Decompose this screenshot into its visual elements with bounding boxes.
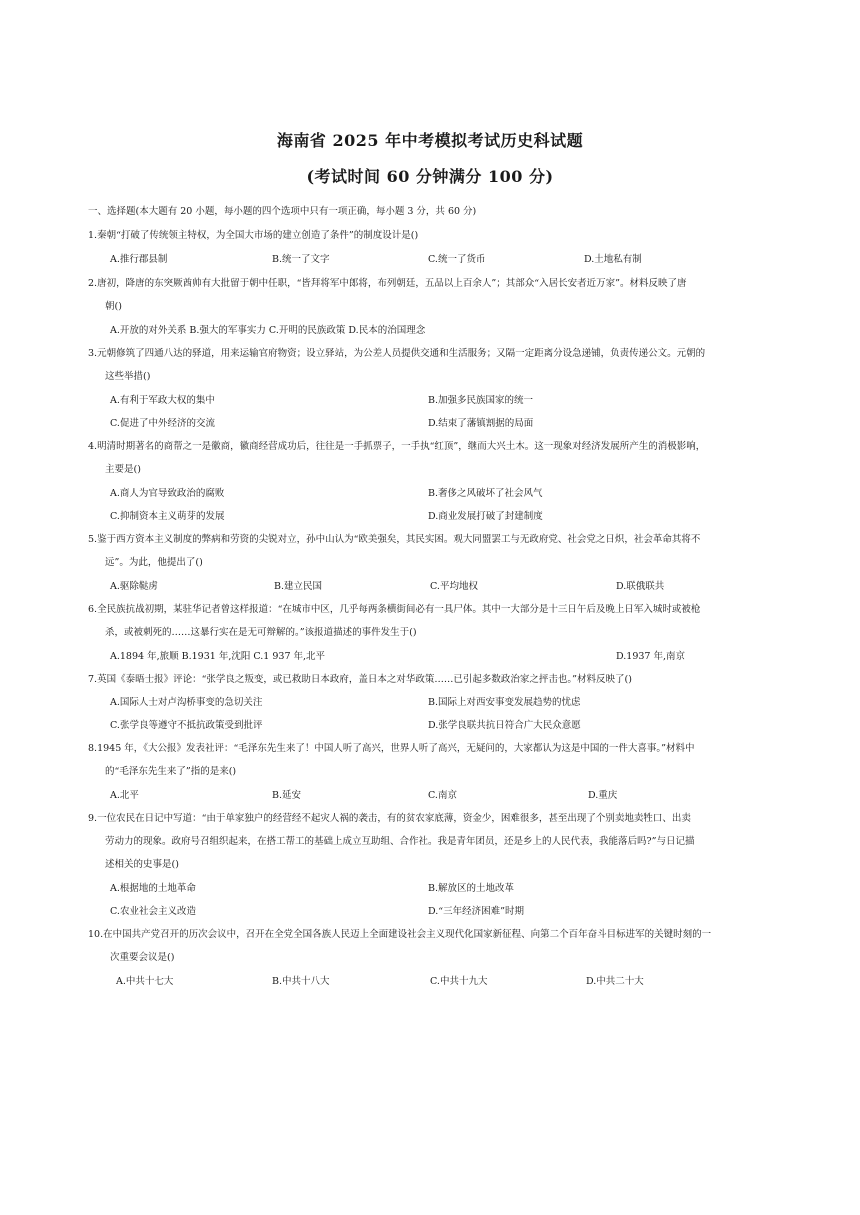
question-2-stem-line-1: 2.唐初，降唐的东突厥酋帅有大批留于朝中任职，“皆拜将军中郎将，布列朝廷，五品以上百余人”；其部众“入居长安者近万家”。材料反映了唐 (88, 278, 687, 289)
question-8-stem-line-2: 的“毛泽东先生来了”指的是来() (105, 766, 237, 777)
question-5-option-b: B.建立民国 (274, 581, 323, 592)
question-3-option-c: C.促进了中外经济的交流 (110, 418, 215, 429)
question-1-option-c: C.统一了货币 (428, 254, 486, 265)
question-9-option-b: B.解放区的土地改革 (428, 883, 515, 894)
question-8-option-a: A.北平 (110, 790, 139, 801)
question-10-option-c: C.中共十九大 (430, 976, 488, 987)
question-9-option-a: A.根据地的土地革命 (110, 883, 196, 894)
question-4-option-c: C.抑制资本主义萌芽的发展 (110, 511, 225, 522)
question-8-stem-line-1: 8.1945 年，《大公报》发表社评：“毛泽东先生来了！中国人听了高兴，世界人听了高兴，无疑问的，大家都认为这是中国的一件大喜事。”材料中 (88, 743, 695, 754)
question-1-option-d: D.土地私有制 (584, 254, 642, 265)
question-10-stem-line-2: 次重要会议是() (110, 952, 175, 963)
question-3-stem-line-2: 这些举措() (105, 371, 151, 382)
question-3-option-d: D.结束了藩镇割据的局面 (428, 418, 534, 429)
page-subtitle: (考试时间 60 分钟满分 100 分) (306, 167, 554, 186)
question-3-option-a: A.有利于军政大权的集中 (110, 395, 215, 406)
question-9-option-d: D.“三年经济困难”时期 (428, 906, 525, 917)
question-3-stem-line-1: 3.元朝修筑了四通八达的驿道，用来运输官府物资；设立驿站，为公差人员提供交通和生活服务；又隔一定距离分设急递铺，负责传递公文。元朝的 (88, 348, 706, 359)
question-5-stem-line-1: 5.鉴于西方资本主义制度的弊病和劳资的尖锐对立，孙中山认为“欧美强矣，其民实困。观大同盟罢工与无政府党、社会党之日炽，社会革命其将不 (88, 534, 701, 545)
question-5-option-c: C.平均地权 (430, 581, 478, 592)
question-8-option-d: D.重庆 (588, 790, 618, 801)
question-10-stem-line-1: 10.在中国共产党召开的历次会议中，召开在全党全国各族人民迈上全面建设社会主义现代化国家新征程、向第二个百年奋斗目标进军的关键时刻的一 (88, 929, 712, 940)
question-3-option-b: B.加强多民族国家的统一 (428, 395, 534, 406)
question-4-stem-line-1: 4.明清时期著名的商帮之一是徽商，徽商经营成功后，往往是一手抓票子，一手执“红顶”，继而大兴土木。这一现象对经济发展所产生的消极影响， (88, 441, 706, 452)
question-7-option-d: D.张学良联共抗日符合广大民众意愿 (428, 720, 581, 731)
question-10-option-d: D.中共二十大 (586, 976, 644, 987)
question-5-option-a: A.驱除鞑虏 (110, 581, 158, 592)
question-4-stem-line-2: 主要是() (105, 464, 141, 475)
page-title: 海南省 2025 年中考模拟考试历史科试题 (276, 131, 584, 150)
question-4-option-b: B.奢侈之风破坏了社会风气 (428, 488, 543, 499)
question-6-stem-line-1: 6.全民族抗战初期，某驻华记者曾这样报道：“在城市中区，几乎每两条横街间必有一具尸体。其中一大部分是十三日午后及晚上日军入城时或被枪 (88, 604, 701, 615)
question-6-options-abc: A.1894 年,旅顺 B.1931 年,沈阳 C.1 937 年,北平 (110, 651, 326, 662)
question-9-stem-line-3: 述相关的史事是() (105, 859, 179, 870)
section-header: 一、选择题(本大题有 20 小题，每小题的四个选项中只有一项正确，每小题 3 分，共 60 分) (88, 206, 477, 217)
question-9-stem-line-2: 劳动力的现象。政府号召组织起来，在搭工帮工的基础上成立互助组、合作社。我是青年团员，还是乡上的人民代表，我能落后吗?”与日记描 (105, 836, 695, 847)
question-2-stem-line-2: 朝() (105, 301, 122, 312)
question-6-stem-line-2: 杀，或被刺死的……这暴行实在是无可辩解的。”该报道描述的事件发生于() (105, 627, 417, 638)
question-8-option-b: B.延安 (272, 790, 302, 801)
question-10-option-b: B.中共十八大 (272, 976, 330, 987)
question-4-option-d: D.商业发展打破了封建制度 (428, 511, 543, 522)
question-7-option-b: B.国际上对西安事变发展趋势的忧虑 (428, 697, 581, 708)
question-9-stem-line-1: 9.一位农民在日记中写道：“由于单家独户的经营经不起灾人祸的袭击，有的贫农家底薄，资金少，困难很多，甚至出现了个别卖地卖牲口、出卖 (88, 813, 691, 824)
question-8-option-c: C.南京 (428, 790, 457, 801)
question-10-option-a: A.中共十七大 (116, 976, 174, 987)
question-1-option-a: A.推行郡县制 (110, 254, 168, 265)
question-7-option-c: C.张学良等遵守不抵抗政策受到批评 (110, 720, 263, 731)
question-5-stem-line-2: 远”。为此，他提出了() (105, 557, 203, 568)
question-7-stem: 7.英国《泰晤士报》评论：“张学良之叛变，或已救助日本政府，盖日本之对华政策……已引起多数政治家之抨击也。”材料反映了() (88, 674, 632, 685)
question-9-option-c: C.农业社会主义改造 (110, 906, 196, 917)
question-5-option-d: D.联俄联共 (616, 581, 665, 592)
question-1-stem: 1.秦朝“打破了传统领主特权，为全国大市场的建立创造了条件”的制度设计是() (88, 230, 419, 241)
question-4-option-a: A.商人为官导致政治的腐败 (110, 488, 225, 499)
question-6-option-d: D.1937 年,南京 (616, 651, 686, 662)
question-2-options: A.开放的对外关系 B.强大的军事实力 C.开明的民族政策 D.民本的治国理念 (110, 325, 426, 336)
question-1-option-b: B.统一了文字 (272, 254, 330, 265)
question-7-option-a: A.国际人士对卢沟桥事变的急切关注 (110, 697, 263, 708)
